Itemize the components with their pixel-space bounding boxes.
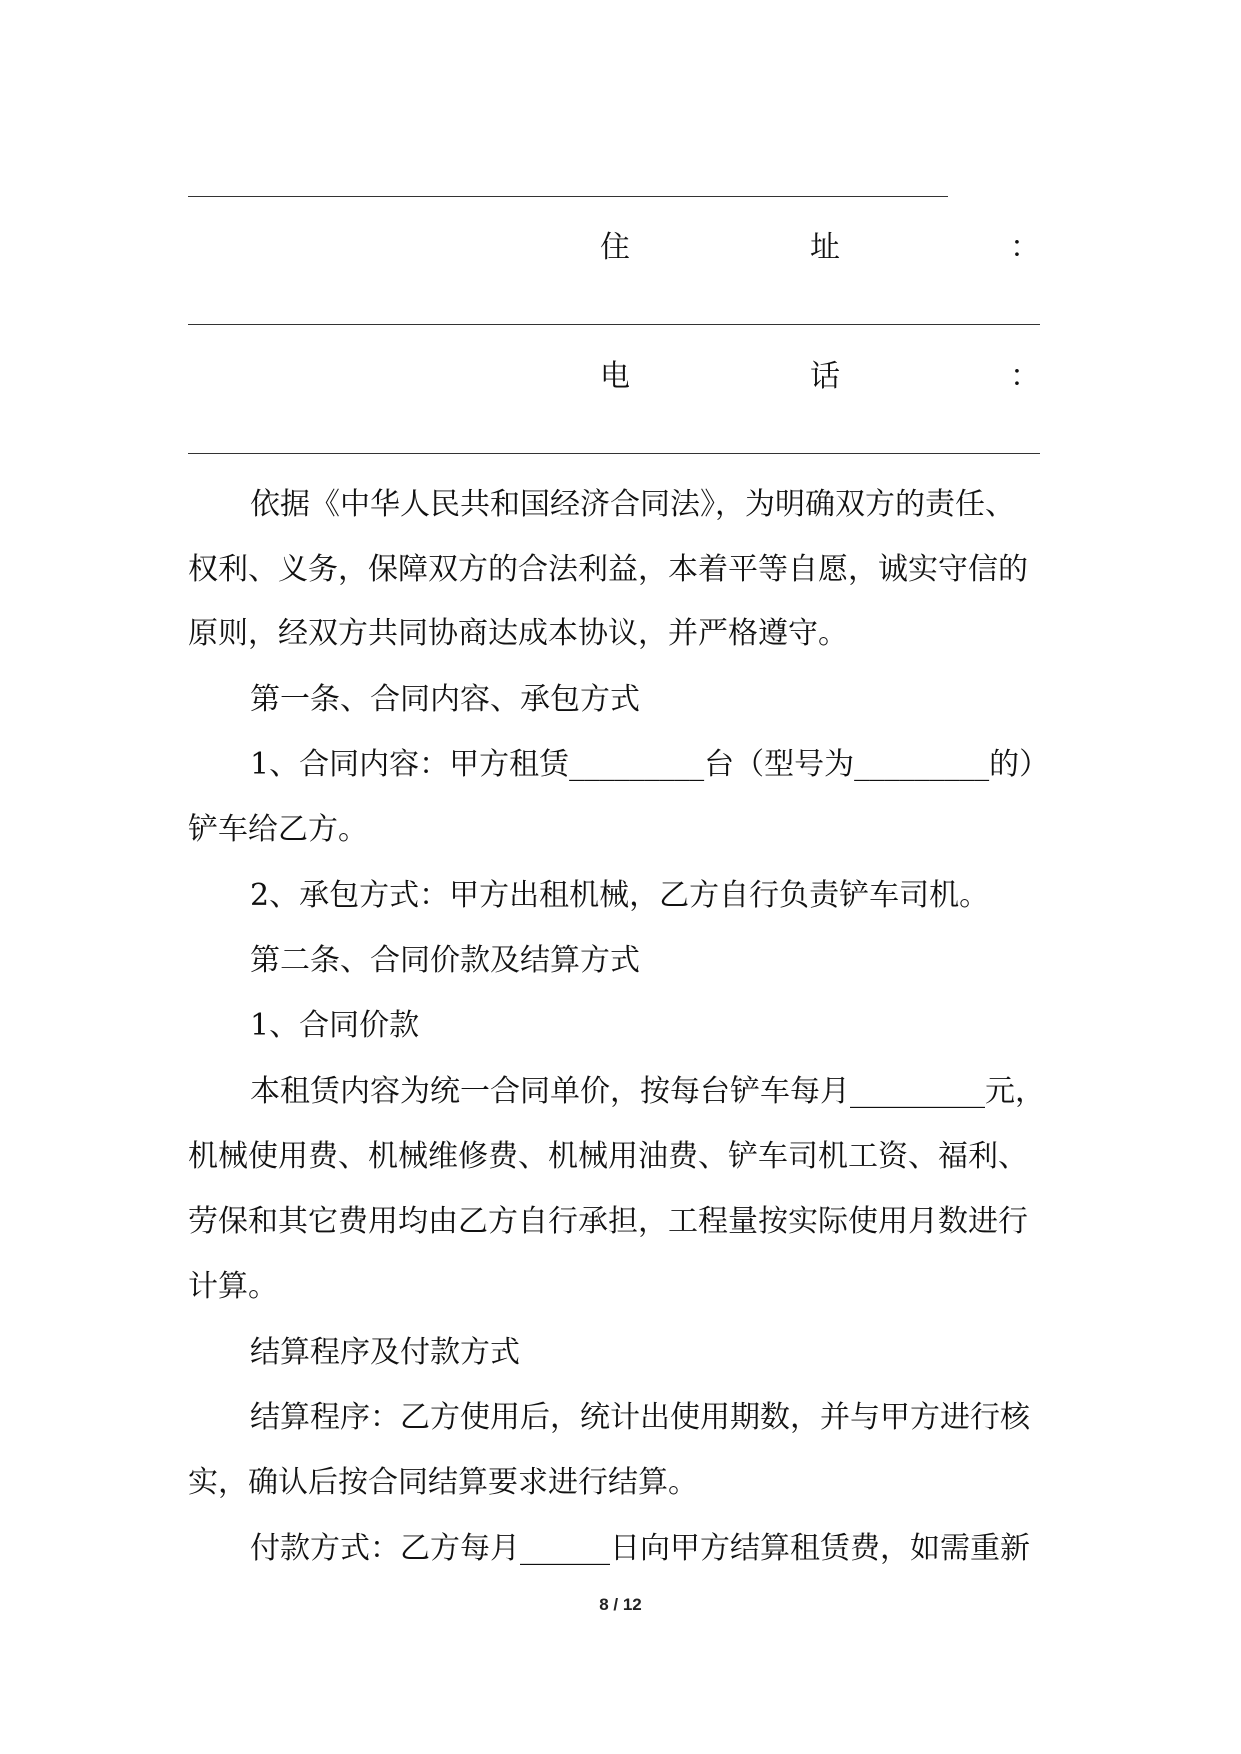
body-line: 结算程序：乙方使用后，统计出使用期数，并与甲方进行核 bbox=[250, 1400, 1030, 1435]
body-line: 劳保和其它费用均由乙方自行承担，工程量按实际使用月数进行 bbox=[188, 1204, 1028, 1239]
page-number: 8 / 12 bbox=[599, 1595, 642, 1614]
address-colon: ： bbox=[1010, 230, 1040, 265]
phone-label-char-2: 话 bbox=[810, 359, 840, 394]
body-line: 1、合同内容：甲方租赁_________台（型号为_________的） bbox=[250, 747, 1050, 782]
address-label-char-2: 址 bbox=[810, 230, 840, 265]
body-line: 付款方式：乙方每月______日向甲方结算租赁费，如需重新 bbox=[250, 1531, 1030, 1566]
phone-colon: ： bbox=[1010, 359, 1040, 394]
body-line: 计算。 bbox=[188, 1269, 278, 1304]
body-line: 机械使用费、机械维修费、机械用油费、铲车司机工资、福利、 bbox=[188, 1139, 1028, 1174]
body-line: 原则，经双方共同协商达成本协议，并严格遵守。 bbox=[188, 616, 848, 651]
body-line: 铲车给乙方。 bbox=[188, 812, 368, 847]
body-line: 本租赁内容为统一合同单价，按每台铲车每月_________元， bbox=[250, 1074, 1045, 1109]
phone-label-char-1: 电 bbox=[600, 359, 630, 394]
blank-underline bbox=[188, 196, 948, 197]
address-underline bbox=[188, 324, 1040, 325]
body-line: 实，确认后按合同结算要求进行结算。 bbox=[188, 1465, 698, 1500]
section-heading: 第一条、合同内容、承包方式 bbox=[250, 682, 640, 717]
body-line: 权利、义务，保障双方的合法利益，本着平等自愿，诚实守信的 bbox=[188, 552, 1028, 587]
subsection-heading: 1、合同价款 bbox=[250, 1008, 420, 1043]
body-line: 依据《中华人民共和国经济合同法》，为明确双方的责任、 bbox=[250, 487, 1015, 522]
section-heading: 第二条、合同价款及结算方式 bbox=[250, 943, 640, 978]
body-line: 2、承包方式：甲方出租机械，乙方自行负责铲车司机。 bbox=[250, 878, 990, 913]
phone-underline bbox=[188, 453, 1040, 454]
subsection-heading: 结算程序及付款方式 bbox=[250, 1335, 520, 1370]
address-label-char-1: 住 bbox=[600, 230, 630, 265]
